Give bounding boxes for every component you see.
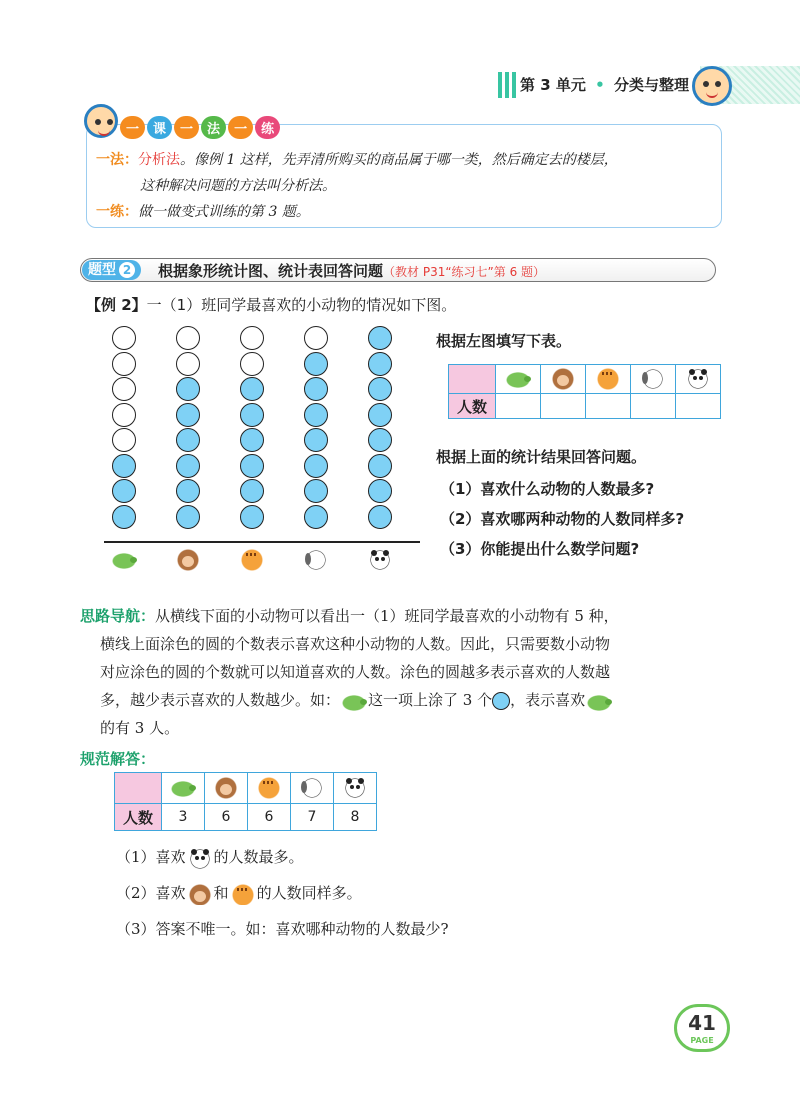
tiger-icon	[594, 367, 622, 391]
icon-cell	[291, 773, 334, 804]
page-label: PAGE	[690, 1036, 714, 1045]
dog-icon	[639, 367, 667, 391]
banner-char: 法	[201, 116, 226, 139]
answer-1a: （1）喜欢	[116, 848, 186, 866]
filled-circle	[176, 454, 200, 478]
filled-circle	[176, 479, 200, 503]
badge-label: 题型	[88, 262, 116, 278]
filled-circle	[368, 428, 392, 452]
page-number: 41	[688, 1011, 716, 1035]
banner-char: 练	[255, 116, 280, 139]
tiger-icon	[238, 548, 266, 572]
fa-name: 分析法	[138, 152, 180, 168]
icon-cell	[162, 773, 205, 804]
tiger-icon	[229, 883, 257, 905]
banner-char: 一	[174, 116, 199, 139]
blank-cell[interactable]	[496, 394, 541, 419]
filled-circle	[240, 454, 264, 478]
type-title: 根据象形统计图、统计表回答问题	[158, 262, 384, 280]
empty-circle	[304, 326, 328, 350]
icon-cell	[676, 365, 721, 394]
guide-line-2: 横线上面涂色的圆的个数表示喜欢这种小动物的人数。因此，只需要数小动物	[100, 635, 611, 653]
empty-circle	[176, 352, 200, 376]
filled-circle	[368, 352, 392, 376]
fa-label: 一法：	[96, 152, 138, 168]
method-banner	[120, 116, 280, 139]
question-2: （2）喜欢哪两种动物的人数同样多?	[440, 510, 685, 528]
icon-cell	[205, 773, 248, 804]
example-line	[86, 294, 456, 315]
question-3: （3）你能提出什么数学问题?	[440, 540, 640, 558]
guide-line-3: 对应涂色的圆的个数就可以知道喜欢的人数。涂色的圆越多表示喜欢的人数越	[100, 663, 611, 681]
filled-circle	[368, 326, 392, 350]
turtle-icon	[169, 776, 197, 800]
filled-circle	[368, 505, 392, 529]
filled-circle	[240, 377, 264, 401]
banner-char: 一	[228, 116, 253, 139]
fill-table	[448, 364, 721, 419]
question-1: （1）喜欢什么动物的人数最多?	[440, 480, 655, 498]
filled-circle	[368, 403, 392, 427]
guide-line-1: 从横线下面的小动物可以看出一（1）班同学最喜欢的小动物有 5 种，	[155, 607, 619, 625]
empty-circle	[112, 352, 136, 376]
example-text: 一（1）班同学最喜欢的小动物的情况如下图。	[146, 296, 457, 314]
method-line-3	[96, 200, 310, 224]
filled-circle	[304, 428, 328, 452]
empty-circle	[240, 352, 264, 376]
filled-circle	[304, 454, 328, 478]
filled-circle	[240, 428, 264, 452]
icon-cell	[248, 773, 291, 804]
type-reference: （教材 P31“练习七”第 6 题）	[383, 265, 546, 279]
solution-guide	[80, 602, 730, 742]
mascot-icon	[692, 66, 732, 106]
empty-circle	[112, 403, 136, 427]
unit-header	[520, 74, 689, 95]
filled-circle	[304, 352, 328, 376]
blank-cell[interactable]	[676, 394, 721, 419]
guide-line-4a: 多，越少表示喜欢的人数越少。如：	[100, 691, 341, 709]
panda-icon	[684, 367, 712, 391]
pictograph-baseline	[104, 541, 420, 543]
header-corner	[449, 365, 496, 394]
answer-2c: 的人数同样多。	[256, 884, 362, 902]
icon-cell	[586, 365, 631, 394]
empty-circle	[112, 377, 136, 401]
answer-1b: 的人数最多。	[213, 848, 304, 866]
icon-cell	[496, 365, 541, 394]
answer-table	[114, 772, 377, 831]
guide-label: 思路导航：	[80, 607, 156, 625]
problem-type-badge	[82, 260, 141, 280]
blank-cell[interactable]	[541, 394, 586, 419]
pictograph	[104, 326, 420, 576]
page-number-badge	[674, 1004, 730, 1052]
turtle-icon	[585, 690, 613, 712]
badge-number: 2	[119, 262, 135, 278]
empty-circle	[240, 326, 264, 350]
answer-2	[116, 882, 362, 905]
filled-circle	[240, 479, 264, 503]
row-label: 人数	[449, 394, 496, 419]
value-cell: 8	[334, 804, 377, 831]
icon-cell	[541, 365, 586, 394]
empty-circle	[176, 326, 200, 350]
filled-circle	[304, 479, 328, 503]
method-line-1	[96, 148, 618, 172]
lian-text: 做一做变式训练的第 3 题。	[138, 204, 310, 220]
answer-1	[116, 846, 304, 869]
filled-circle	[176, 403, 200, 427]
filled-circle	[304, 403, 328, 427]
monkey-icon	[186, 883, 214, 905]
mascot-icon	[84, 104, 118, 138]
unit-topic: 分类与整理	[613, 76, 689, 94]
filled-circle	[368, 377, 392, 401]
row-label: 人数	[115, 804, 162, 831]
filled-circle	[368, 479, 392, 503]
value-cell: 6	[248, 804, 291, 831]
answer-2a: （2）喜欢	[116, 884, 186, 902]
blank-cell[interactable]	[586, 394, 631, 419]
turtle-icon	[504, 367, 532, 391]
filled-circle	[112, 479, 136, 503]
questions-intro: 根据上面的统计结果回答问题。	[436, 448, 647, 466]
lian-label: 一练：	[96, 204, 138, 220]
banner-char: 一	[120, 116, 145, 139]
value-cell: 3	[162, 804, 205, 831]
guide-line-4c: ，表示喜欢	[510, 691, 586, 709]
value-cell: 7	[291, 804, 334, 831]
answer-2b: 和	[213, 884, 229, 902]
guide-line-4b: 这一项上涂了 3 个	[368, 691, 493, 709]
filled-circle	[112, 454, 136, 478]
filled-circle	[240, 505, 264, 529]
filled-circle	[304, 505, 328, 529]
filled-circle	[304, 377, 328, 401]
monkey-icon	[212, 776, 240, 800]
unit-label: 第 3 单元	[520, 76, 586, 94]
blank-cell[interactable]	[631, 394, 676, 419]
fa-text: 。像例 1 这样，先弄清所购买的商品属于哪一类，然后确定去的楼层，	[180, 152, 618, 168]
icon-cell	[334, 773, 377, 804]
monkey-icon	[174, 548, 202, 572]
panda-icon	[366, 548, 394, 572]
turtle-icon	[340, 690, 368, 712]
header-stripes	[498, 72, 516, 98]
fill-instruction: 根据左图填写下表。	[436, 332, 572, 350]
dog-icon	[302, 548, 330, 572]
turtle-icon	[110, 548, 138, 572]
method-line-2	[140, 174, 336, 198]
empty-circle	[112, 326, 136, 350]
fa-text-2: 这种解决问题的方法叫分析法。	[140, 178, 336, 194]
value-cell: 6	[205, 804, 248, 831]
header-corner	[115, 773, 162, 804]
blue-circle-icon	[492, 692, 510, 710]
filled-circle	[176, 377, 200, 401]
answer-label: 规范解答：	[80, 750, 156, 768]
unit-dot: •	[595, 76, 605, 94]
problem-type-title	[158, 260, 545, 281]
example-label: 【例 2】	[86, 296, 147, 314]
filled-circle	[176, 428, 200, 452]
banner-char: 课	[147, 116, 172, 139]
icon-cell	[631, 365, 676, 394]
panda-icon	[341, 776, 369, 800]
guide-line-5: 的有 3 人。	[100, 719, 180, 737]
filled-circle	[112, 505, 136, 529]
monkey-icon	[549, 367, 577, 391]
filled-circle	[176, 505, 200, 529]
filled-circle	[368, 454, 392, 478]
panda-icon	[186, 847, 214, 869]
dog-icon	[298, 776, 326, 800]
filled-circle	[240, 403, 264, 427]
tiger-icon	[255, 776, 283, 800]
empty-circle	[112, 428, 136, 452]
answer-3: （3）答案不唯一。如：喜欢哪种动物的人数最少?	[116, 920, 449, 938]
